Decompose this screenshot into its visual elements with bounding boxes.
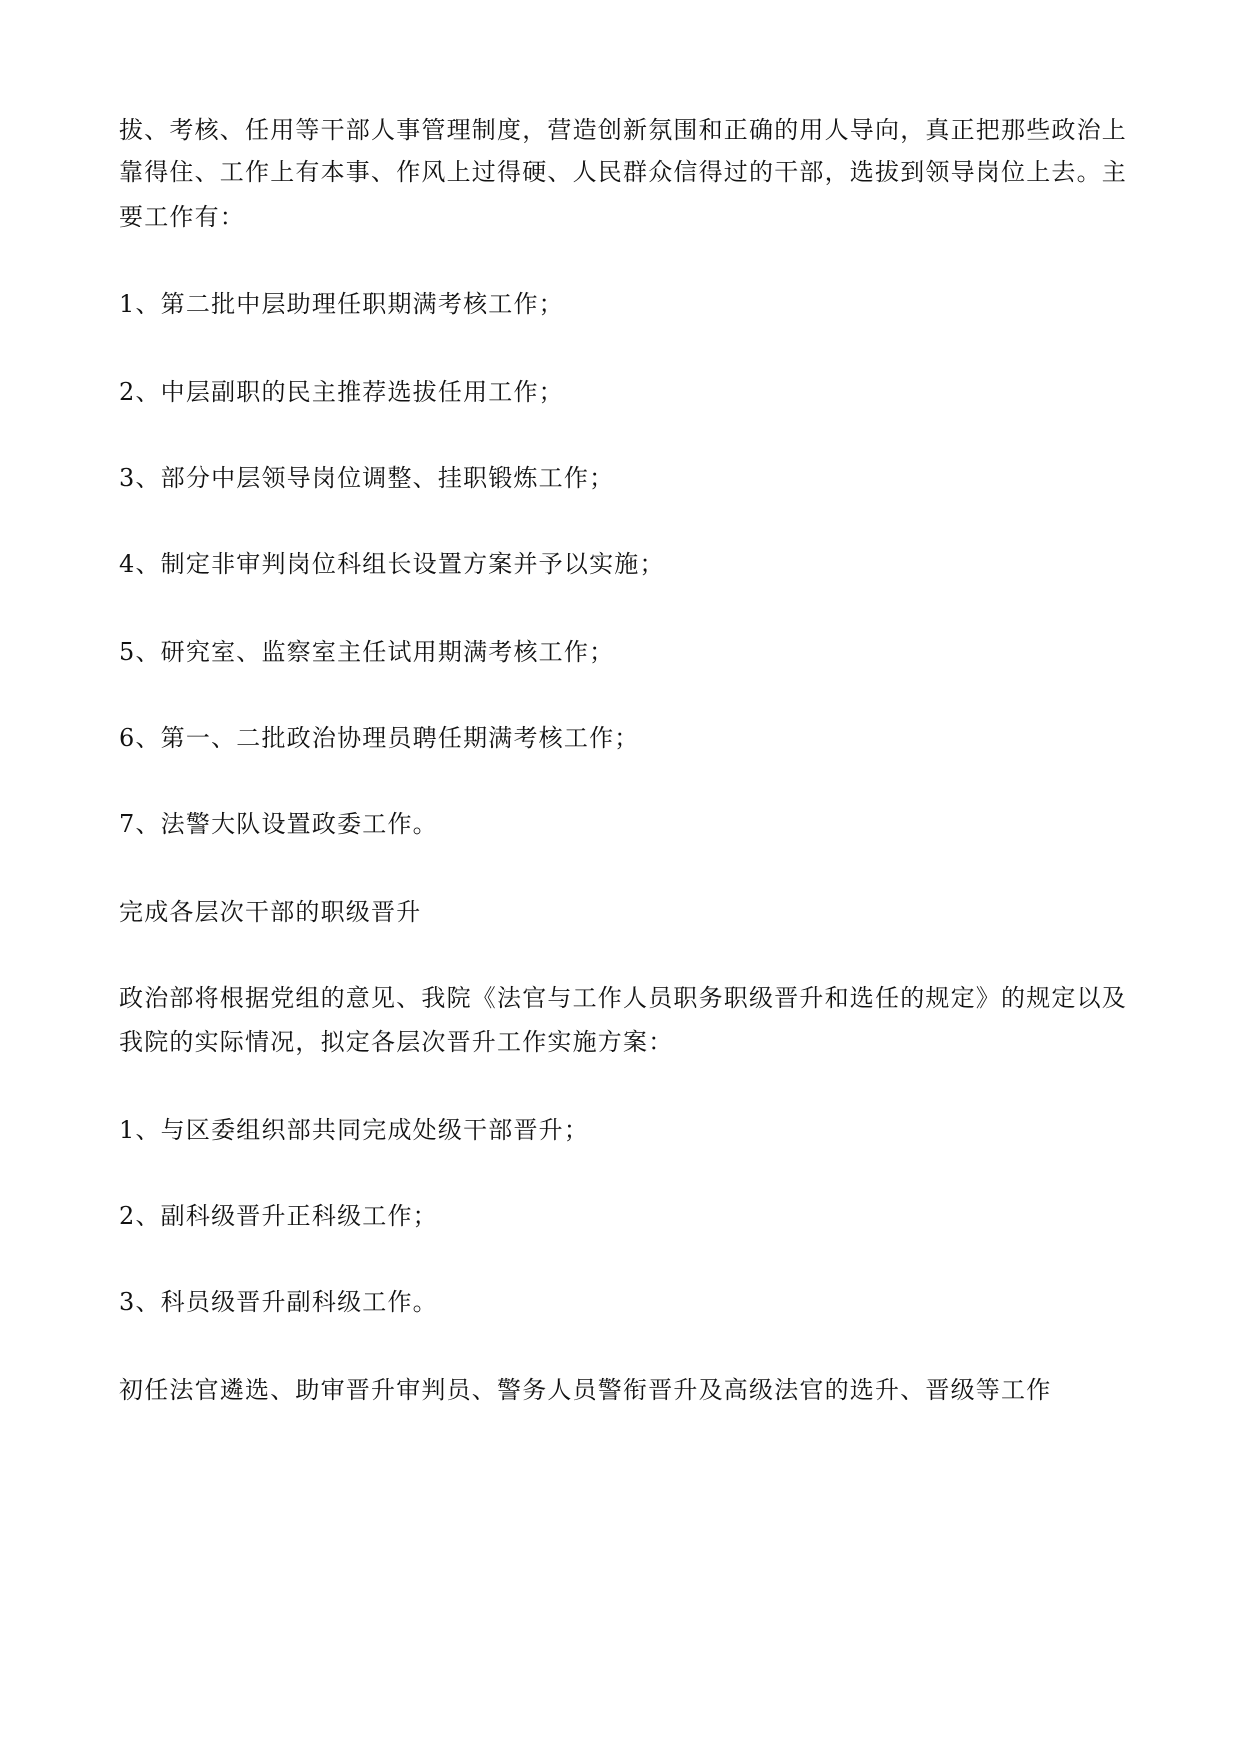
work-item-2: 2、中层副职的民主推荐选拔任用工作； [119, 378, 564, 406]
promotion-item-1: 1、与区委组织部共同完成处级干部晋升； [119, 1116, 590, 1144]
section-heading-selection: 初任法官遴选、助审晋升审判员、警务人员警衔晋升及高级法官的选升、晋级等工作 [119, 1376, 1052, 1404]
promotion-paragraph-line-2: 我院的实际情况，拟定各层次晋升工作实施方案： [119, 1028, 674, 1056]
work-item-6: 6、第一、二批政治协理员聘任期满考核工作； [119, 724, 640, 752]
promotion-item-2: 2、副科级晋升正科级工作； [119, 1202, 438, 1230]
intro-paragraph-line-2: 靠得住、工作上有本事、作风上过得硬、人民群众信得过的干部，选拔到领导岗位上去。主 [119, 158, 1127, 186]
work-item-5: 5、研究室、监察室主任试用期满考核工作； [119, 638, 615, 666]
intro-paragraph-line-3: 要工作有： [119, 203, 245, 231]
promotion-item-3: 3、科员级晋升副科级工作。 [119, 1288, 438, 1316]
work-item-4: 4、制定非审判岗位科组长设置方案并予以实施； [119, 550, 665, 578]
section-heading-promotion: 完成各层次干部的职级晋升 [119, 898, 422, 926]
intro-paragraph-line-1: 拔、考核、任用等干部人事管理制度，营造创新氛围和正确的用人导向，真正把那些政治上 [119, 116, 1127, 144]
work-item-1: 1、第二批中层助理任职期满考核工作； [119, 290, 564, 318]
work-item-3: 3、部分中层领导岗位调整、挂职锻炼工作； [119, 464, 615, 492]
promotion-paragraph-line-1: 政治部将根据党组的意见、我院《法官与工作人员职务职级晋升和选任的规定》的规定以及 [119, 984, 1127, 1012]
work-item-7: 7、法警大队设置政委工作。 [119, 810, 438, 838]
